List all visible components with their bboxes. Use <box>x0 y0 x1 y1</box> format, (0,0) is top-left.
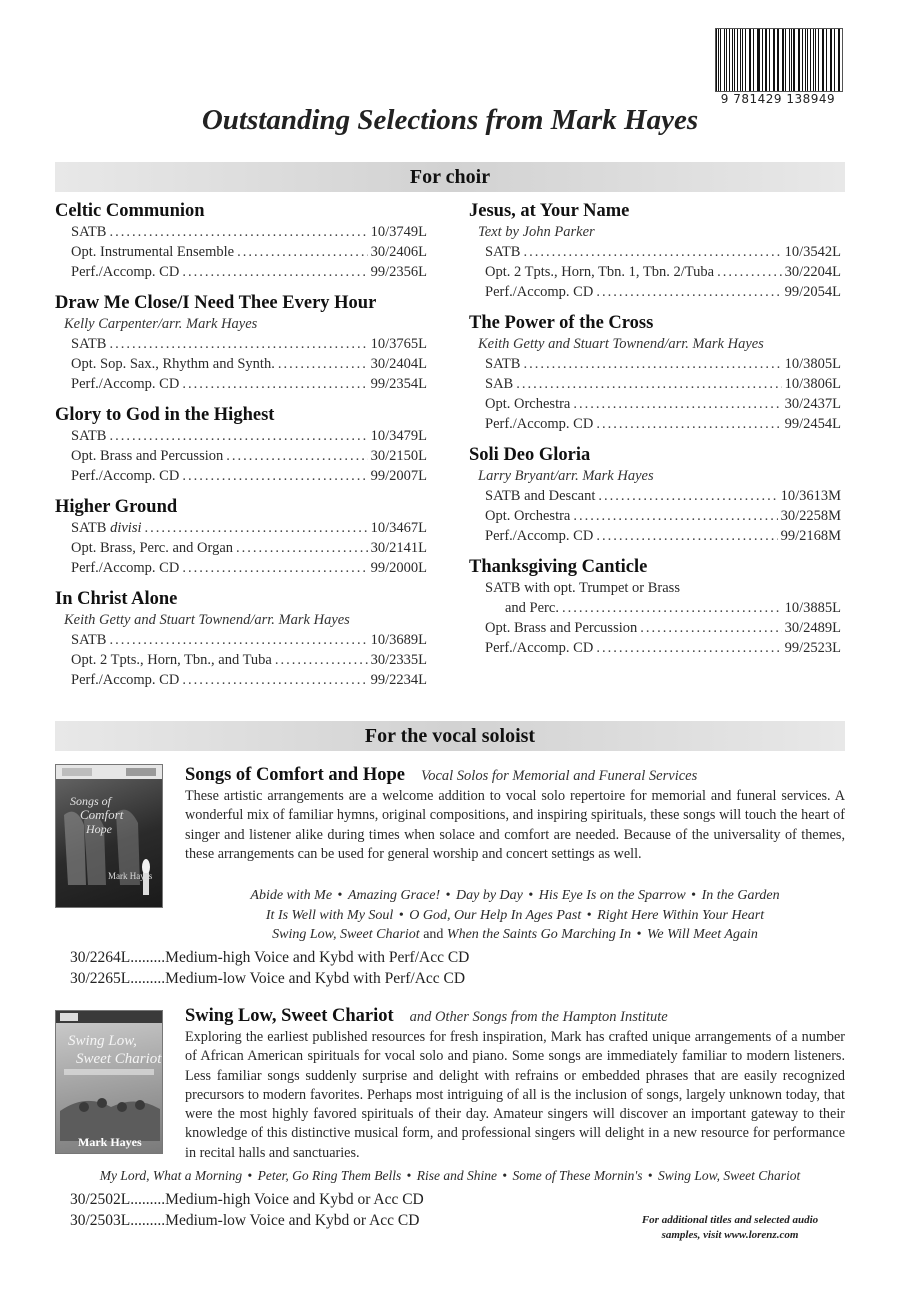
piece-credit: Keith Getty and Stuart Townend/arr. Mark Hayes <box>64 612 350 628</box>
barcode-bar <box>724 29 725 91</box>
edition-line <box>55 446 427 466</box>
book-subtitle: and Other Songs from the Hampton Institute <box>409 1009 668 1025</box>
song-title: Peter, Go Ring Them Bells <box>257 1168 402 1183</box>
leader-dots <box>523 242 781 262</box>
barcode-bar <box>745 29 746 91</box>
piece-credit: Larry Bryant/arr. Mark Hayes <box>478 468 654 484</box>
edition-code: 30/2437L <box>784 396 841 412</box>
edition-label <box>485 394 570 414</box>
edition-line <box>55 630 427 650</box>
book2-song-list <box>30 1166 870 1186</box>
leader-dots <box>523 354 781 374</box>
edition-label-text: Opt. Instrumental Ensemble <box>71 244 235 260</box>
cover-author: Mark Hayes <box>108 871 153 881</box>
choir-piece <box>55 588 427 690</box>
barcode-bar <box>818 29 819 91</box>
order-code: 30/2264L <box>70 949 131 966</box>
song-title: When the Saints Go Marching In <box>446 927 632 942</box>
edition-line <box>469 282 841 302</box>
leader-dots <box>562 598 782 618</box>
edition-label-text: SATB <box>71 428 107 444</box>
choir-piece <box>55 404 427 486</box>
leader-dots <box>596 282 781 302</box>
song-title: In the Garden <box>701 888 780 903</box>
edition-label <box>71 650 272 670</box>
edition-code: 10/3613M <box>780 488 841 504</box>
bullet: • <box>583 907 596 923</box>
bullet: • <box>498 1168 511 1183</box>
edition-label <box>485 506 570 526</box>
edition-line <box>55 558 427 578</box>
edition-label <box>485 374 513 394</box>
bullet: • <box>524 888 537 903</box>
bullet: • <box>395 907 408 923</box>
isbn-barcode <box>713 28 843 110</box>
order-dots: ......... <box>130 949 166 966</box>
leader-dots <box>145 518 368 538</box>
svg-text:Hope: Hope <box>86 822 112 836</box>
edition-code: 10/3467L <box>370 520 427 536</box>
edition-label <box>485 578 680 598</box>
edition-label-text: Opt. Orchestra <box>485 396 571 412</box>
edition-label-text: Perf./Accomp. CD <box>71 264 180 280</box>
order-desc: Medium-high Voice and Kybd or Acc CD <box>165 1191 424 1208</box>
barcode-bar <box>785 29 786 91</box>
edition-label-text: Perf./Accomp. CD <box>71 468 180 484</box>
leader-dots <box>182 670 367 690</box>
leader-dots <box>226 446 367 466</box>
song-line <box>185 906 845 926</box>
leader-dots <box>596 638 781 658</box>
leader-dots <box>109 630 367 650</box>
edition-line <box>55 354 427 374</box>
edition-line <box>469 506 841 526</box>
leader-dots <box>275 650 368 670</box>
song-title: Some of These Mornin's <box>512 1168 643 1183</box>
order-desc: Medium-high Voice and Kybd with Perf/Acc CD <box>165 949 470 966</box>
order-code: 30/2265L <box>70 969 131 987</box>
barcode-bar <box>826 29 827 91</box>
edition-code: 30/2141L <box>370 540 427 556</box>
edition-label-text: SATB <box>485 244 521 260</box>
choir-right-column <box>469 200 841 668</box>
edition-label <box>485 414 593 434</box>
piece-title: Higher Ground <box>55 497 178 517</box>
order-line <box>70 948 570 969</box>
edition-label <box>71 354 275 374</box>
piece-title: Glory to God in the Highest <box>55 405 275 425</box>
leader-dots <box>573 394 781 414</box>
order-desc: Medium-low Voice and Kybd with Perf/Acc CD <box>165 969 466 987</box>
edition-label <box>71 334 106 354</box>
barcode-number: 9 781429 138949 <box>720 92 836 106</box>
edition-code: 10/3885L <box>784 600 841 616</box>
order-desc: Medium-low Voice and Kybd or Acc CD <box>165 1211 420 1229</box>
edition-label-text: Perf./Accomp. CD <box>485 528 594 544</box>
edition-line <box>469 394 841 414</box>
edition-label <box>71 558 179 578</box>
edition-line <box>55 334 427 354</box>
choir-piece <box>55 292 427 394</box>
edition-line <box>55 518 427 538</box>
piece-title: Jesus, at Your Name <box>469 201 630 221</box>
svg-text:Swing Low,: Swing Low, <box>68 1033 137 1049</box>
barcode-bar <box>742 29 743 91</box>
piece-title: Celtic Communion <box>55 201 205 221</box>
edition-code: 99/2356L <box>370 264 427 280</box>
song-title: Day by Day <box>456 888 523 903</box>
edition-label <box>505 598 559 618</box>
order-line <box>70 1211 570 1232</box>
edition-label-text: SATB and Descant <box>485 488 596 504</box>
cover-author: Mark Hayes <box>78 1135 142 1149</box>
bullet: • <box>403 1168 415 1183</box>
edition-label <box>71 446 223 466</box>
edition-label <box>485 262 714 282</box>
bullet: • <box>633 927 646 942</box>
edition-line <box>55 242 427 262</box>
page-title: Outstanding Selections from Mark Hayes <box>201 104 699 136</box>
edition-code: 99/2523L <box>784 640 841 656</box>
barcode-bar <box>753 29 754 91</box>
footer-line: samples, visit www.lorenz.com <box>661 1229 799 1241</box>
barcode-bar <box>839 29 840 91</box>
barcode-bar <box>777 29 778 91</box>
choir-left-column <box>55 200 427 700</box>
soloist-heading: For the vocal soloist <box>55 721 845 751</box>
piece-title: In Christ Alone <box>55 589 178 609</box>
edition-code: 10/3479L <box>370 428 427 444</box>
book2-order-list <box>70 1190 570 1231</box>
edition-code: 10/3806L <box>784 376 841 392</box>
edition-label <box>71 630 106 650</box>
edition-label-text: Perf./Accomp. CD <box>71 560 180 576</box>
leader-dots <box>598 486 777 506</box>
barcode-bar <box>766 29 767 91</box>
barcode-bar <box>758 29 759 91</box>
book-swing-low <box>185 1005 845 1163</box>
song-title: My Lord, What a Morning <box>99 1168 243 1183</box>
song-title: Swing Low, Sweet Chariot <box>272 927 420 942</box>
edition-label-text: Perf./Accomp. CD <box>71 376 180 392</box>
edition-code: 30/2404L <box>370 356 427 372</box>
edition-label <box>485 638 593 658</box>
barcode-bars <box>715 28 843 92</box>
book-title: Swing Low, Sweet Chariot <box>185 1006 394 1026</box>
leader-dots <box>182 262 367 282</box>
edition-label-text: SATB <box>71 520 107 536</box>
leader-dots <box>596 414 781 434</box>
book-songs-of-comfort <box>185 764 845 864</box>
edition-code: 99/2007L <box>370 468 427 484</box>
edition-code: 30/2204L <box>784 264 841 280</box>
edition-code: 99/2354L <box>370 376 427 392</box>
edition-label <box>485 618 637 638</box>
choir-piece <box>469 556 841 658</box>
edition-label-text: Perf./Accomp. CD <box>71 672 180 688</box>
choir-piece <box>55 496 427 578</box>
edition-label <box>485 486 595 506</box>
song-title: O God, Our Help In Ages Past <box>409 907 582 923</box>
choir-piece <box>469 200 841 302</box>
order-code: 30/2503L <box>70 1211 131 1229</box>
edition-line <box>55 374 427 394</box>
songs-of-comfort-cover <box>55 764 163 908</box>
edition-line <box>469 354 841 374</box>
edition-label <box>485 242 520 262</box>
barcode-bar <box>798 29 799 91</box>
edition-code: 99/2054L <box>784 284 841 300</box>
leader-dots <box>278 354 368 374</box>
edition-label <box>71 670 179 690</box>
barcode-bar <box>813 29 814 91</box>
order-dots: ......... <box>130 1211 166 1229</box>
edition-label <box>71 518 142 538</box>
book-description: Exploring the earliest published resources for fresh inspiration, Mark has crafted unique arrangements of a number of African American spirituals for vocal solo and piano. Some songs are immediately familiar to modern listeners. Less familiar songs suddenly surprise and delight with refrains or embedded phrases that are easily recognized precursors to modern favorites. Perhaps most intriguing of all is the inclusion of songs, largely unknown today, that were the most highly favored spirituals of their day. Amateur singers will discover an important gateway to their knowledge of this distinctive musical form, and professional singers will delight in a new resource for performance in recital halls and sanctuaries. <box>185 1029 845 1161</box>
leader-dots <box>237 242 368 262</box>
barcode-bar <box>729 29 730 91</box>
edition-label <box>485 282 593 302</box>
leader-dots <box>109 334 367 354</box>
edition-code: 30/2406L <box>370 244 427 260</box>
edition-code: 10/3542L <box>784 244 841 260</box>
edition-code: 99/2454L <box>784 416 841 432</box>
edition-line <box>55 466 427 486</box>
barcode-bar <box>732 29 733 91</box>
edition-line <box>55 426 427 446</box>
song-title: Swing Low, Sweet Chariot <box>657 1168 801 1183</box>
choir-piece <box>469 312 841 434</box>
edition-label-text: SATB <box>71 336 107 352</box>
cover-artwork <box>56 765 162 907</box>
edition-code: 99/2168M <box>780 528 841 544</box>
leader-dots <box>640 618 781 638</box>
edition-label <box>71 374 179 394</box>
edition-code: 10/3765L <box>370 336 427 352</box>
choir-piece <box>55 200 427 282</box>
book1-order-list <box>70 948 570 989</box>
order-dots: ......... <box>130 1191 166 1208</box>
barcode-bar <box>831 29 832 91</box>
bullet: • <box>244 1168 256 1183</box>
edition-label-text: SATB <box>71 632 107 648</box>
footer-note <box>600 1213 860 1243</box>
edition-label-text: Opt. 2 Tpts., Horn, Tbn., and Tuba <box>71 652 272 668</box>
song-title: Rise and Shine <box>416 1168 497 1183</box>
swing-low-cover <box>55 1010 163 1154</box>
edition-label-text: Perf./Accomp. CD <box>485 284 594 300</box>
edition-code: 30/2335L <box>370 652 427 668</box>
leader-dots <box>109 222 367 242</box>
barcode-bar <box>793 29 794 91</box>
svg-text:Comfort: Comfort <box>80 807 124 822</box>
leader-dots <box>236 538 368 558</box>
barcode-bar <box>774 29 775 91</box>
piece-credit: Kelly Carpenter/arr. Mark Hayes <box>64 316 258 332</box>
edition-line <box>55 262 427 282</box>
leader-dots <box>109 426 367 446</box>
edition-label-text: Opt. Orchestra <box>485 508 571 524</box>
bullet: • <box>442 888 455 903</box>
song-title: Abide with Me <box>250 888 333 903</box>
edition-code: 30/2258M <box>780 508 841 524</box>
edition-code: 99/2234L <box>370 672 427 688</box>
cover-artwork <box>56 1011 162 1153</box>
leader-dots <box>717 262 782 282</box>
svg-text:Songs of: Songs of <box>70 794 112 808</box>
edition-code: 10/3805L <box>784 356 841 372</box>
edition-label <box>485 354 520 374</box>
edition-label <box>71 222 106 242</box>
edition-label-text: Opt. 2 Tpts., Horn, Tbn. 1, Tbn. 2/Tuba <box>485 264 715 280</box>
svg-text:Sweet Chariot: Sweet Chariot <box>76 1051 162 1067</box>
piece-title: Soli Deo Gloria <box>469 445 591 465</box>
song-and: and <box>423 927 444 942</box>
edition-label-text: Perf./Accomp. CD <box>485 416 594 432</box>
leader-dots <box>573 506 777 526</box>
edition-code: 99/2000L <box>370 560 427 576</box>
piece-title: Thanksgiving Canticle <box>469 557 648 577</box>
choir-piece <box>469 444 841 546</box>
edition-label <box>71 426 106 446</box>
edition-line <box>469 598 841 618</box>
edition-label-text: SATB <box>485 356 521 372</box>
edition-line <box>55 650 427 670</box>
choir-heading: For choir <box>55 162 845 192</box>
leader-dots <box>182 558 367 578</box>
edition-code: 30/2489L <box>784 620 841 636</box>
piece-credit: Text by John Parker <box>478 224 595 240</box>
edition-label-text: SATB <box>71 224 107 240</box>
edition-label <box>71 466 179 486</box>
barcode-bar <box>716 29 717 91</box>
edition-line <box>55 670 427 690</box>
piece-credit: Keith Getty and Stuart Townend/arr. Mark Hayes <box>478 336 764 352</box>
edition-label-text: Opt. Brass and Percussion <box>71 448 224 464</box>
book-title: Songs of Comfort and Hope <box>185 765 405 785</box>
book-subtitle: Vocal Solos for Memorial and Funeral Services <box>420 768 698 784</box>
edition-label-text: SAB <box>485 376 514 392</box>
piece-title: The Power of the Cross <box>469 313 654 333</box>
order-line <box>70 969 570 990</box>
footer-line: For additional titles and selected audio <box>641 1214 819 1226</box>
edition-line <box>469 486 841 506</box>
bullet: • <box>687 888 700 903</box>
edition-line <box>469 526 841 546</box>
song-title: Right Here Within Your Heart <box>597 907 765 923</box>
edition-code: 10/3749L <box>370 224 427 240</box>
song-title: Amazing Grace! <box>347 888 441 903</box>
song-line <box>185 925 845 945</box>
bullet: • <box>334 888 346 903</box>
edition-code: 30/2150L <box>370 448 427 464</box>
leader-dots <box>596 526 777 546</box>
edition-label <box>485 526 593 546</box>
edition-label-text: Perf./Accomp. CD <box>485 640 594 656</box>
order-line <box>70 1190 570 1211</box>
edition-line <box>55 222 427 242</box>
leader-dots <box>516 374 781 394</box>
edition-label-text: Opt. Brass and Percussion <box>485 620 638 636</box>
edition-label-text: SATB with opt. Trumpet or Brass <box>485 580 680 596</box>
edition-line <box>469 262 841 282</box>
edition-code: 10/3689L <box>370 632 427 648</box>
edition-line <box>469 414 841 434</box>
edition-label <box>71 538 233 558</box>
song-title: It Is Well with My Soul <box>265 907 394 923</box>
book1-song-list <box>185 886 845 945</box>
edition-line <box>469 618 841 638</box>
order-code: 30/2502L <box>70 1191 131 1208</box>
order-dots: ......... <box>130 969 166 987</box>
edition-line <box>55 538 427 558</box>
edition-line <box>469 638 841 658</box>
piece-title: Draw Me Close/I Need Thee Every Hour <box>55 293 377 313</box>
leader-dots <box>182 374 367 394</box>
edition-line <box>469 374 841 394</box>
edition-label <box>71 242 234 262</box>
bullet: • <box>644 1168 656 1183</box>
edition-line <box>469 242 841 262</box>
edition-label-text: Opt. Sop. Sax., Rhythm and Synth. <box>71 356 275 372</box>
edition-line <box>469 578 841 598</box>
leader-dots <box>182 466 367 486</box>
edition-label-text: Opt. Brass, Perc. and Organ <box>71 540 234 556</box>
barcode-bar <box>805 29 806 91</box>
song-title: We Will Meet Again <box>647 927 758 942</box>
edition-label-italic: divisi <box>110 520 142 536</box>
edition-label <box>71 262 179 282</box>
song-title: His Eye Is on the Sparrow <box>538 888 686 903</box>
book-description: These artistic arrangements are a welcome addition to vocal solo repertoire for memorial and funeral services. A wonderful mix of familiar hymns, original compositions, and inspiring spirituals, these songs will touch the heart of singer and listener alike during times when solace and comfort are needed. Because of the universality of themes, these arrangements can be used for general worship and concert settings as well. <box>185 788 845 862</box>
edition-label-text: and Perc. <box>505 600 559 616</box>
song-line <box>185 886 845 906</box>
